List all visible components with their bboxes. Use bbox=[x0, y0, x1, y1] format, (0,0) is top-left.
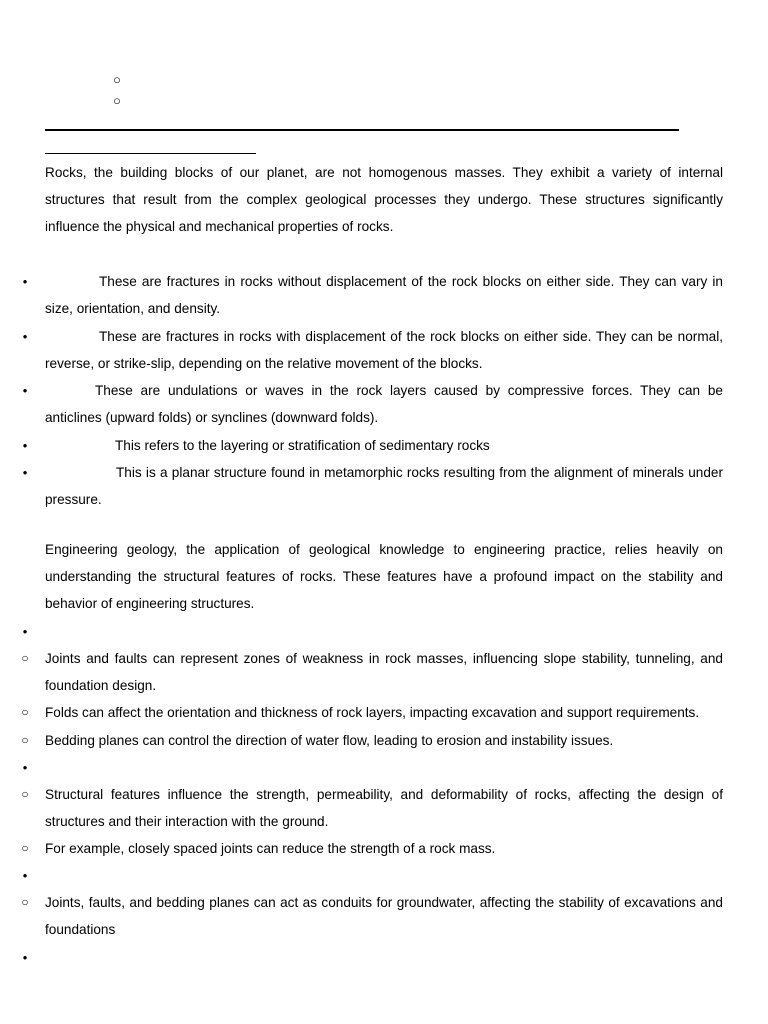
circle-marker: ○ bbox=[21, 895, 29, 909]
bullet-marker: • bbox=[22, 438, 28, 453]
bullet-marker: • bbox=[22, 329, 28, 344]
circle-marker: ○ bbox=[21, 651, 29, 665]
sublist-marker-1: ○ bbox=[113, 72, 121, 87]
circle-marker: ○ bbox=[21, 787, 29, 801]
list-item-text: These are undulations or waves in the rock layers caused by compressive forces. They can be anticlines (upward folds) or synclines (downward folds). bbox=[45, 383, 723, 425]
list-item-text: This refers to the layering or stratification of sedimentary rocks bbox=[115, 438, 490, 453]
bullet-marker: • bbox=[22, 950, 28, 965]
sublist-marker-2: ○ bbox=[113, 93, 121, 108]
bullet-marker: • bbox=[22, 383, 28, 398]
bullet-marker: • bbox=[22, 465, 28, 480]
list-item-text: These are fractures in rocks with displacement of the rock blocks on either side. They can be normal, reverse, or strike-slip, depending on the relative movement of the blocks. bbox=[45, 329, 723, 371]
short-rule bbox=[45, 153, 256, 154]
bullet-marker: • bbox=[22, 868, 28, 883]
list-item-text: These are fractures in rocks without displacement of the rock blocks on either side. They can vary in size, orientation, and density. bbox=[45, 274, 723, 316]
horizontal-rule bbox=[45, 129, 679, 131]
list-item-text: Folds can affect the orientation and thickness of rock layers, impacting excavation and support requirements. bbox=[45, 705, 700, 720]
circle-marker: ○ bbox=[21, 841, 29, 855]
circle-marker: ○ bbox=[21, 705, 29, 719]
bullet-marker: • bbox=[22, 624, 28, 639]
intro-paragraph: Rocks, the building blocks of our planet, are not homogenous masses. They exhibit a variety of internal structures that result from the complex geological processes they undergo. These structures significantly influence the physical and mechanical properties of rocks. bbox=[45, 165, 723, 234]
bullet-marker: • bbox=[22, 274, 28, 289]
list-item-text: For example, closely spaced joints can reduce the strength of a rock mass. bbox=[45, 841, 496, 856]
list-item-text: Structural features influence the strength, permeability, and deformability of rocks, affecting the design of structures and their interaction with the ground. bbox=[45, 787, 723, 829]
list-item-text: Joints, faults, and bedding planes can act as conduits for groundwater, affecting the stability of excavations and foundations bbox=[45, 895, 723, 937]
circle-marker: ○ bbox=[21, 733, 29, 747]
list-item-text: This is a planar structure found in metamorphic rocks resulting from the alignment of minerals under pressure. bbox=[45, 465, 723, 507]
bullet-marker: • bbox=[22, 760, 28, 775]
list-item-text: Bedding planes can control the direction of water flow, leading to erosion and instability issues. bbox=[45, 733, 614, 748]
list-item-text: Joints and faults can represent zones of weakness in rock masses, influencing slope stability, tunneling, and foundation design. bbox=[45, 651, 723, 693]
engineering-paragraph: Engineering geology, the application of geological knowledge to engineering practice, relies heavily on understanding the structural features of rocks. These features have a profound impact on the stability and behavior of engineering structures. bbox=[45, 542, 723, 611]
